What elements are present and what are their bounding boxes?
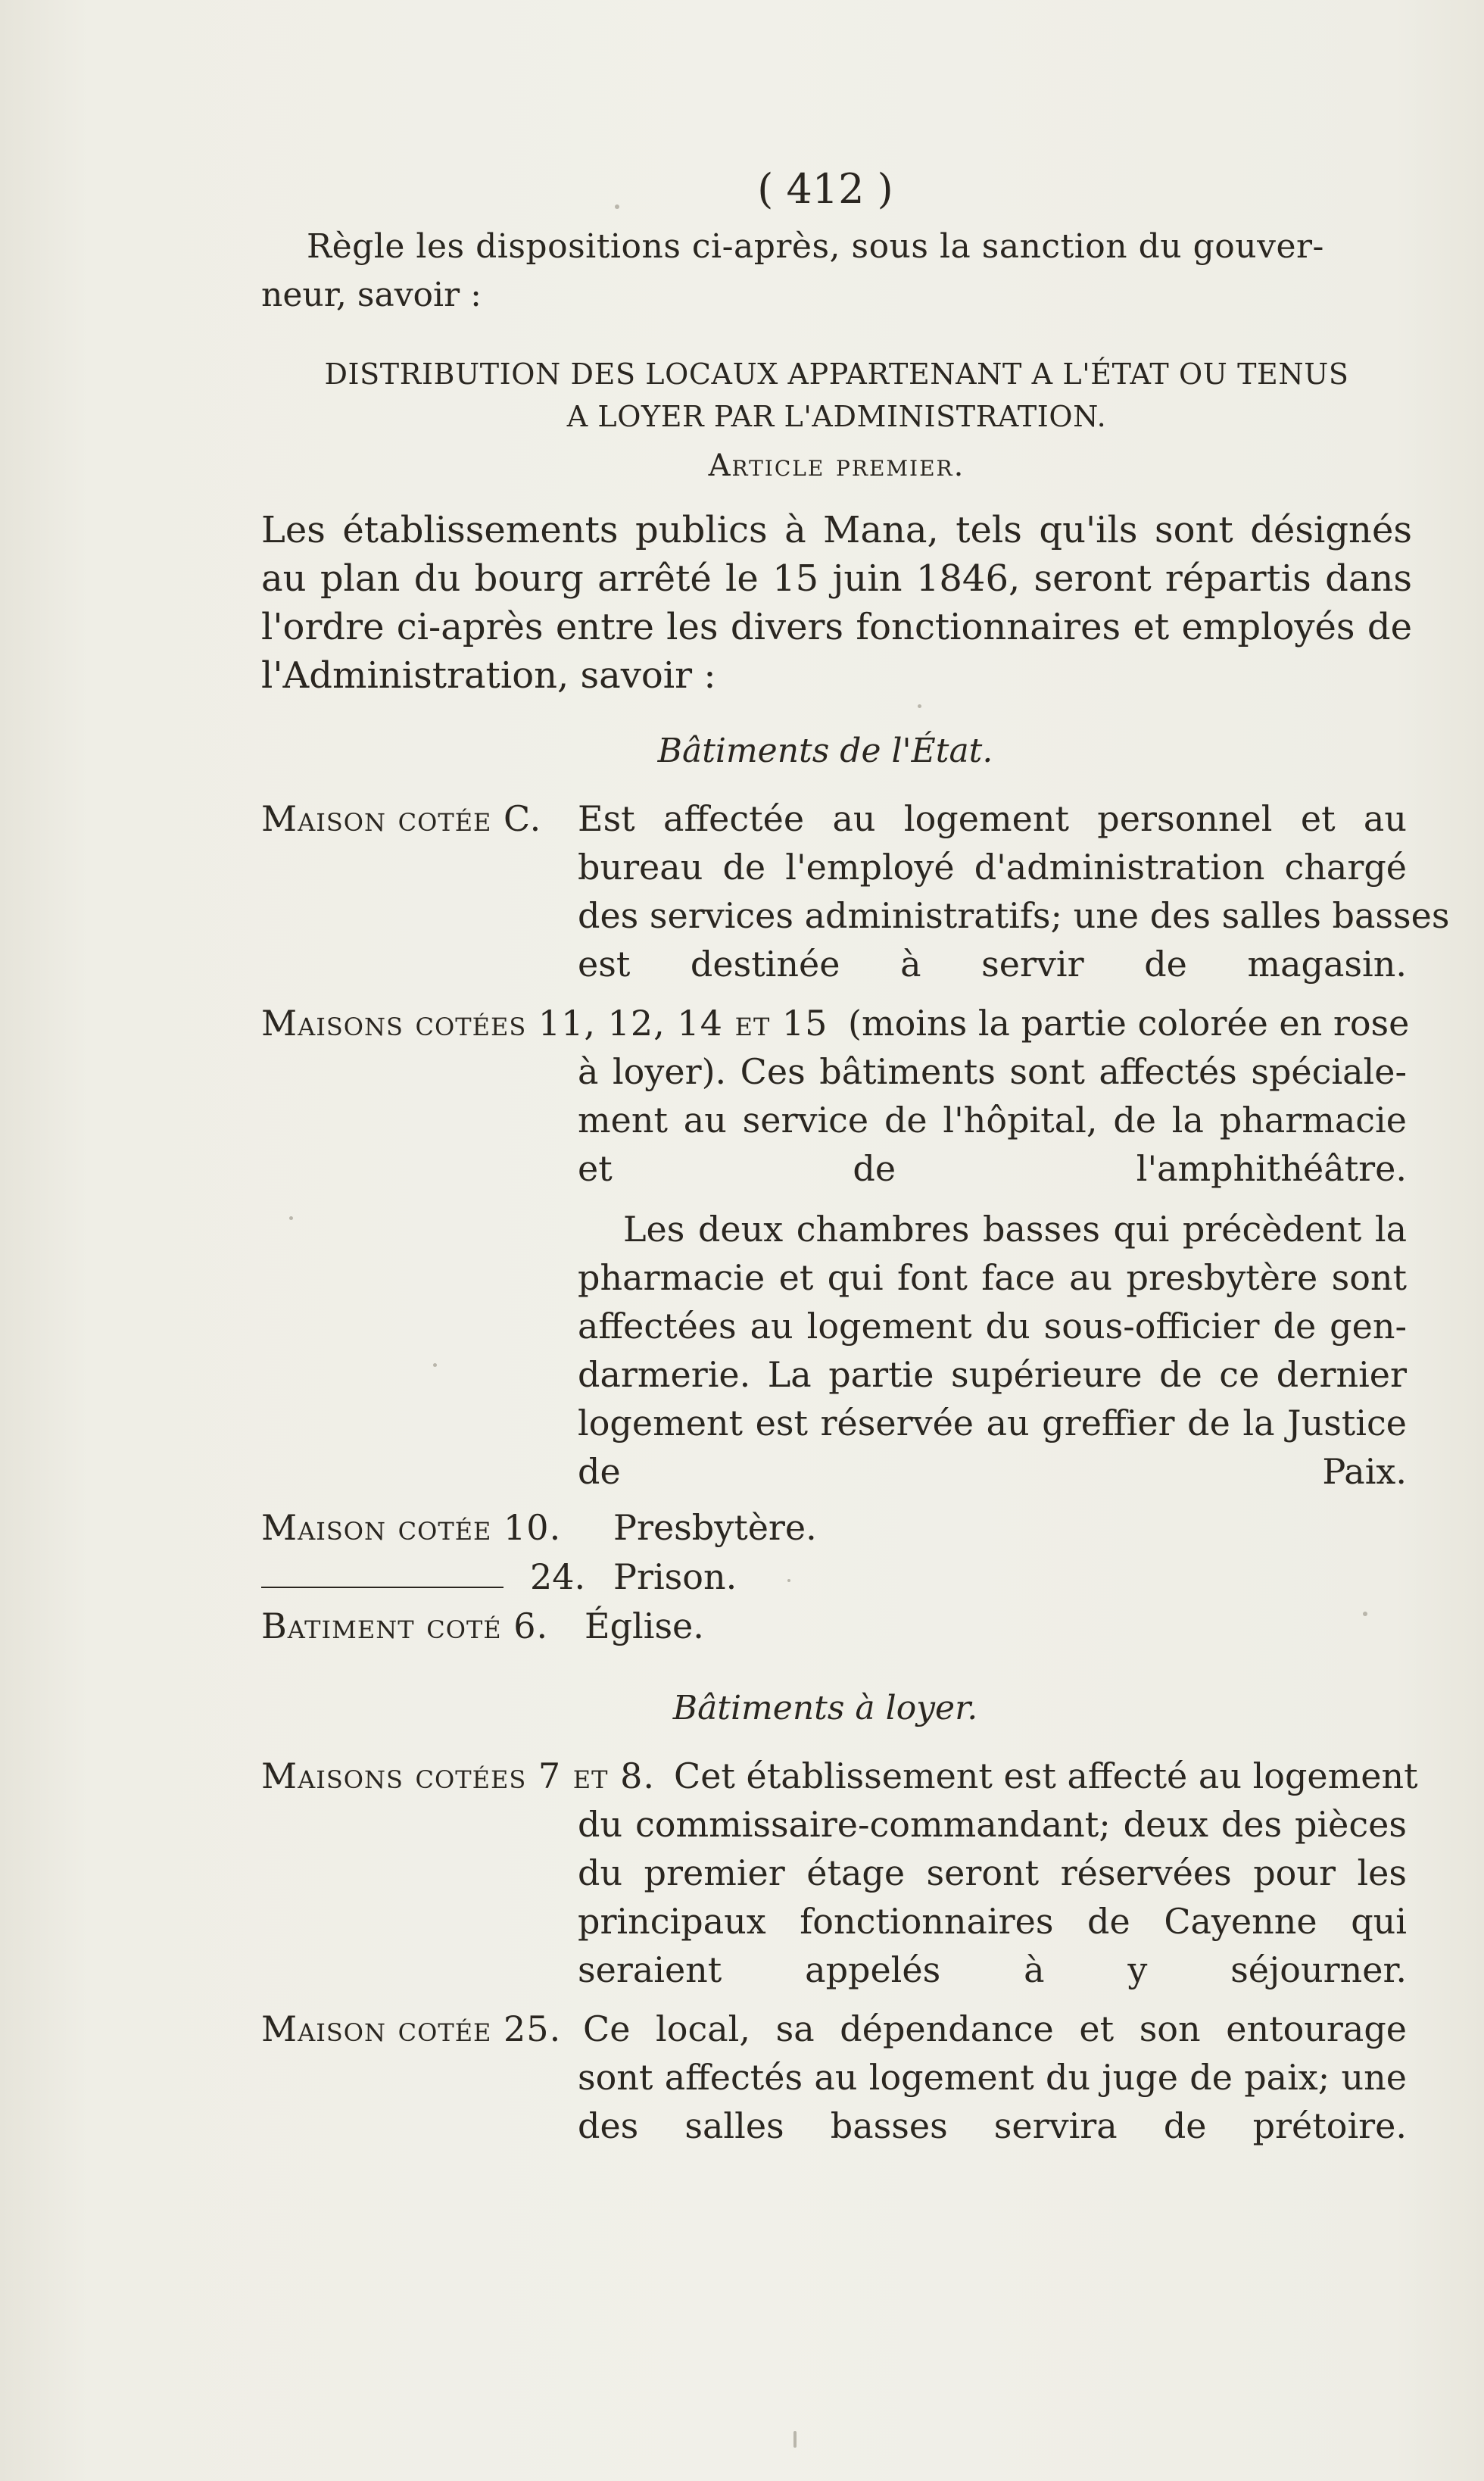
- entry-maisons-7-line-1: Cet établissement est affecté au logement: [674, 1755, 1418, 1796]
- entry-label-maison-10: Maison cotée 10.: [261, 1507, 562, 1548]
- entry-maisons-11-line-3: ment au service de l'hôpital, de la pharmacie: [578, 1100, 1407, 1141]
- paragraph-line-2: au plan du bourg arrêté le 15 juin 1846, seront répartis dans: [261, 557, 1412, 600]
- section-title-line-1: DISTRIBUTION DES LOCAUX APPARTENANT A L'ÉTAT OU TENUS: [324, 357, 1349, 391]
- entry-maison-25-line-2: sont affectés au logement du juge de paix; une: [578, 2057, 1407, 2098]
- paper-speck: [1363, 1612, 1367, 1616]
- paper-speck: [918, 704, 921, 708]
- entry-maisons-7-line-2: du commissaire-commandant; deux des pièces: [578, 1804, 1407, 1845]
- entry-presbytere: Presbytère.: [613, 1507, 817, 1548]
- entry-maison-25-line-1: Ce local, sa dépendance et son entourage: [583, 2008, 1407, 2049]
- entry-label-batiment-6: Batiment coté 6.: [261, 1606, 549, 1646]
- paragraph-line-3: l'ordre ci-après entre les divers fonctionnaires et employés de: [261, 606, 1412, 648]
- note-line-1: Les deux chambres basses qui précèdent la: [623, 1209, 1407, 1250]
- entry-maisons-7-line-4: principaux fonctionnaires de Cayenne qui: [578, 1901, 1407, 1942]
- note-line-6: de Paix.: [578, 1451, 1407, 1492]
- entry-label-maison-25: Maison cotée 25.: [261, 2008, 562, 2049]
- entry-maisons-11-line-1: (moins la partie colorée en rose: [848, 1003, 1410, 1044]
- page-number: ( 412 ): [757, 165, 893, 213]
- subheading-batiments-etat: Bâtiments de l'État.: [657, 732, 993, 770]
- entry-prison-number: 24.: [530, 1556, 586, 1597]
- paper-speck: [787, 1579, 790, 1582]
- note-line-4: darmerie. La partie supérieure de ce dernier: [578, 1354, 1407, 1395]
- paper-speck: [289, 1216, 293, 1220]
- entry-maisons-7-line-3: du premier étage seront réservées pour les: [578, 1852, 1407, 1893]
- entry-maisons-7-line-5: seraient appelés à y séjourner.: [578, 1949, 1407, 1990]
- intro-line-2: neur, savoir :: [261, 276, 482, 314]
- note-line-2: pharmacie et qui font face au presbytère sont: [578, 1257, 1407, 1298]
- paper-speck: [615, 204, 619, 209]
- entry-maison-c-line-2: bureau de l'employé d'administration chargé: [578, 847, 1407, 888]
- intro-line-1: Règle les dispositions ci-après, sous la sanction du gouver-: [307, 227, 1324, 266]
- entry-maison-c-line-1: Est affectée au logement personnel et au: [578, 798, 1407, 839]
- entry-maison-c-line-4: est destinée à servir de magasin.: [578, 944, 1407, 985]
- entry-prison: Prison.: [613, 1556, 737, 1597]
- entry-eglise: Église.: [585, 1606, 704, 1646]
- entry-maison-c-line-3: des services administratifs; une des salles basses: [578, 895, 1450, 936]
- entry-label-maison-c: Maison cotée C.: [261, 798, 542, 839]
- paragraph-line-4: l'Administration, savoir :: [261, 654, 716, 697]
- entry-label-maisons-7: Maisons cotées 7 et 8.: [261, 1755, 655, 1796]
- paper-speck: [793, 2431, 797, 2448]
- entry-label-maisons-11: Maisons cotées 11, 12, 14 et 15: [261, 1003, 828, 1044]
- paper-speck: [433, 1363, 437, 1367]
- note-line-3: affectées au logement du sous-officier de gen-: [578, 1306, 1407, 1347]
- ditto-rule: [261, 1587, 504, 1588]
- entry-maisons-11-line-4: et de l'amphithéâtre.: [578, 1148, 1407, 1189]
- section-title-line-2: A LOYER PAR L'ADMINISTRATION.: [566, 400, 1107, 433]
- article-heading: Article premier.: [708, 448, 965, 483]
- entry-maison-25-line-3: des salles basses servira de prétoire.: [578, 2105, 1407, 2146]
- paragraph-line-1: Les établissements publics à Mana, tels qu'ils sont désignés: [261, 509, 1412, 551]
- subheading-batiments-loyer: Bâtiments à loyer.: [672, 1689, 978, 1727]
- entry-maisons-11-line-2: à loyer). Ces bâtiments sont affectés spéciale-: [578, 1051, 1407, 1092]
- note-line-5: logement est réservée au greffier de la Justice: [578, 1403, 1407, 1443]
